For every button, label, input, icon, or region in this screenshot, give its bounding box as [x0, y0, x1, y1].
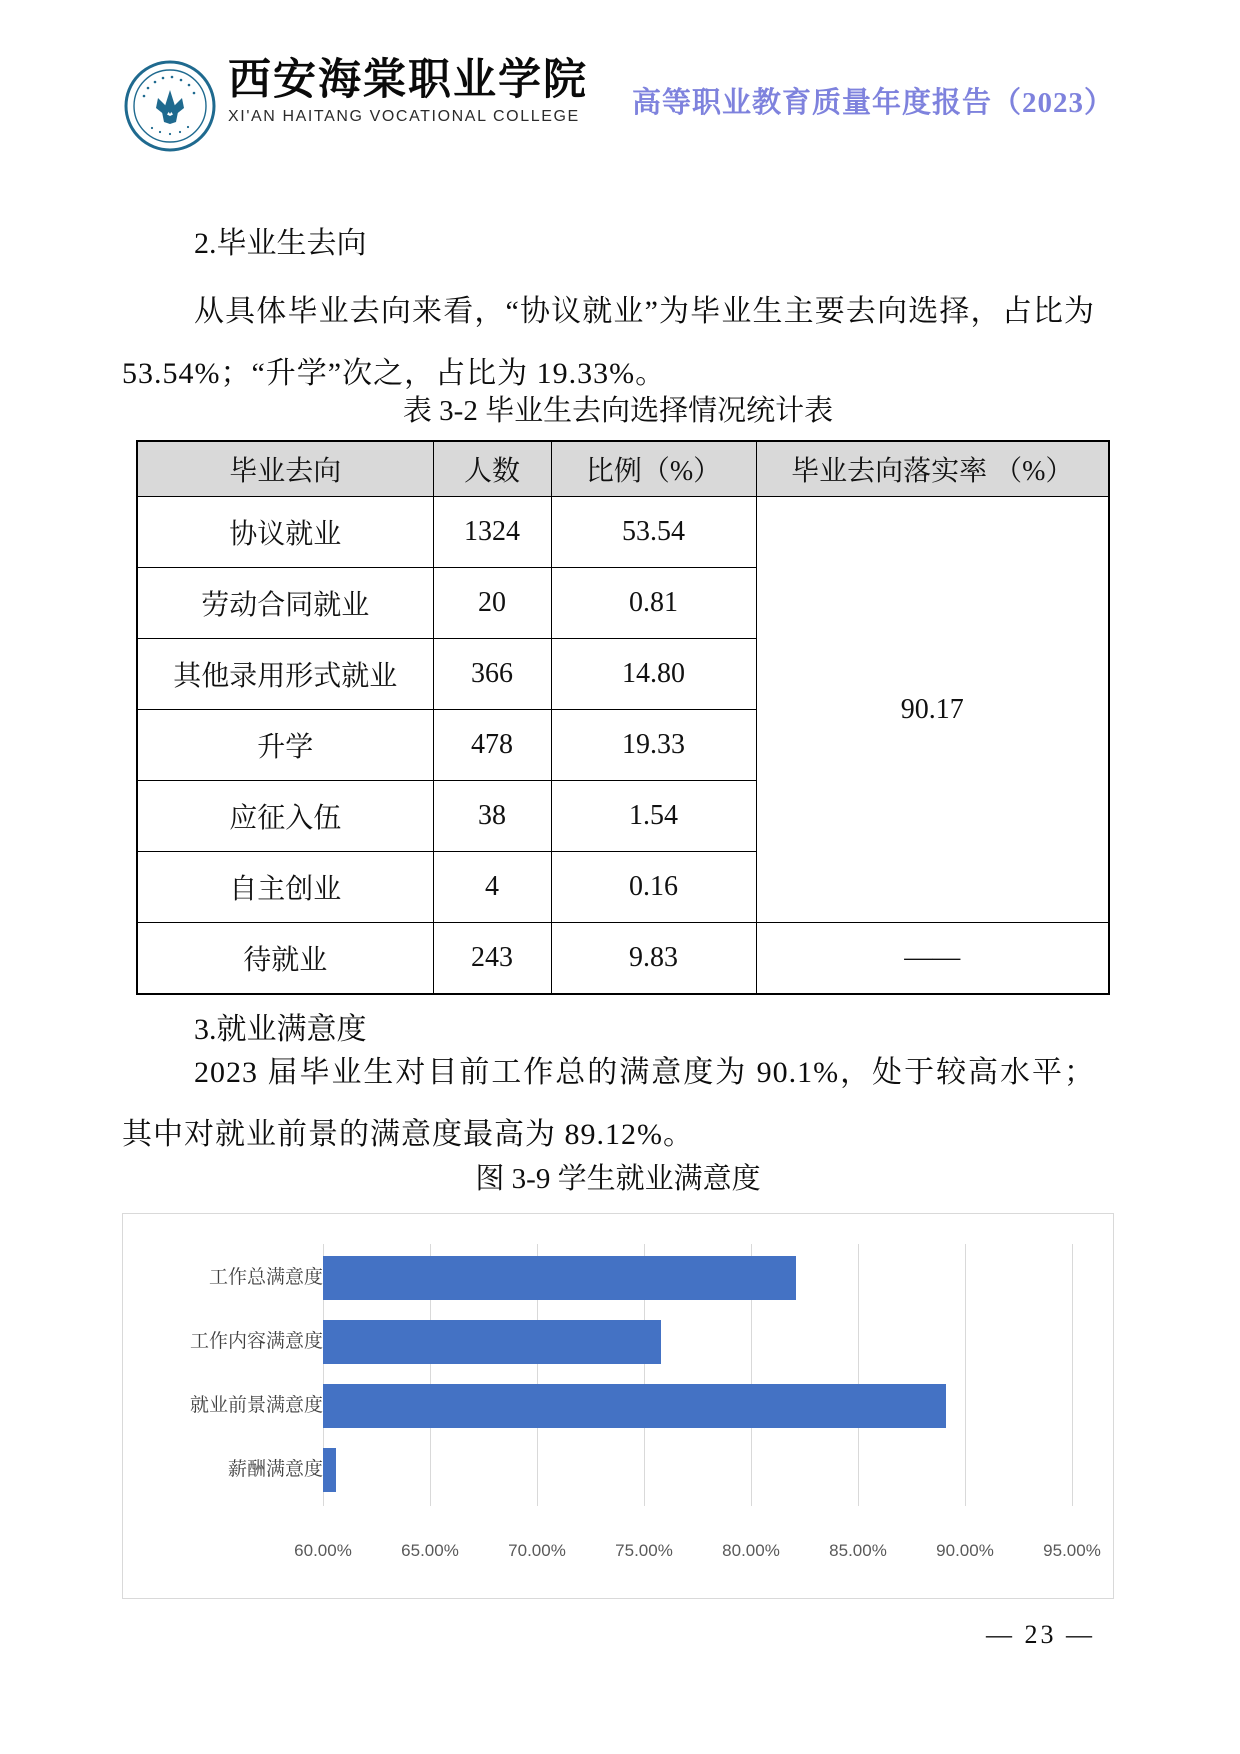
chart-bar: [323, 1320, 661, 1364]
x-axis-tick-label: 80.00%: [722, 1541, 780, 1560]
cell-ratio: 0.81: [551, 568, 756, 639]
table-caption: 表 3-2 毕业生去向选择情况统计表: [402, 395, 834, 427]
col-header-ratio: 比例（%）: [551, 441, 756, 497]
cell-destination: 协议就业: [137, 497, 433, 568]
section-heading-destination: 2.毕业生去向: [194, 227, 367, 260]
college-logo-icon: [122, 58, 218, 154]
cell-ratio: 14.80: [551, 639, 756, 710]
cell-destination: 升学: [137, 710, 433, 781]
report-title: 高等职业教育质量年度报告（2023）: [631, 87, 1114, 119]
chart-bar-row: [227, 1448, 1093, 1512]
x-axis-tick-label: 70.00%: [508, 1541, 566, 1560]
cell-count: 20: [433, 568, 551, 639]
chart-bar-row: [189, 1384, 1093, 1448]
col-header-destination: 毕业去向: [137, 441, 433, 497]
cell-destination: 应征入伍: [137, 781, 433, 852]
section-heading-satisfaction: 3.就业满意度: [194, 1013, 367, 1046]
cell-count: 243: [433, 923, 551, 995]
x-axis-tick-label: 90.00%: [936, 1541, 994, 1560]
destination-table: [136, 440, 1110, 995]
chart-bar-row: [189, 1320, 1093, 1384]
college-name-zh: 西安海棠职业学院: [228, 57, 588, 104]
cell-count: 4: [433, 852, 551, 923]
chart-category-label: 薪酬满意度: [227, 1459, 323, 1480]
cell-ratio: 9.83: [551, 923, 756, 995]
destination-table-wrap: [136, 440, 1110, 995]
cell-destination: 劳动合同就业: [137, 568, 433, 639]
cell-implementation-rate: 90.17: [756, 497, 1109, 923]
cell-count: 366: [433, 639, 551, 710]
table-row: [137, 497, 1109, 568]
cell-destination: 自主创业: [137, 852, 433, 923]
x-axis-tick-label: 60.00%: [294, 1541, 352, 1560]
table-header-row: [137, 441, 1109, 497]
x-axis-tick-label: 65.00%: [401, 1541, 459, 1560]
chart-bar-row: [208, 1256, 1093, 1320]
chart-bar: [323, 1256, 796, 1300]
cell-count: 1324: [433, 497, 551, 568]
satisfaction-bar-chart: [122, 1213, 1114, 1599]
chart-category-label: 就业前景满意度: [189, 1395, 323, 1416]
chart-bar: [323, 1448, 336, 1492]
paragraph-destination: 从具体毕业去向来看，“协议就业”为毕业生主要去向选择，占比为 53.54%；“升学”次之，占比为 19.33%。: [122, 295, 1095, 390]
figure-caption: 图 3-9 学生就业满意度: [475, 1163, 761, 1195]
col-header-count: 人数: [433, 441, 551, 497]
chart-category-label: 工作总满意度: [208, 1267, 323, 1288]
page-number: — 23 —: [986, 1620, 1095, 1649]
cell-ratio: 19.33: [551, 710, 756, 781]
college-name-block: [228, 56, 588, 126]
chart-category-label: 工作内容满意度: [189, 1331, 323, 1352]
paragraph-satisfaction: 2023 届毕业生对目前工作总的满意度为 90.1%，处于较高水平；其中对就业前景的满意度最高为 89.12%。: [122, 1056, 1095, 1151]
college-name-en: XI'AN HAITANG VOCATIONAL COLLEGE: [228, 108, 580, 126]
table-row: [137, 923, 1109, 995]
cell-implementation-rate-pending: ——: [756, 923, 1109, 995]
chart-plot: [189, 1244, 1101, 1560]
cell-ratio: 0.16: [551, 852, 756, 923]
x-axis-tick-label: 75.00%: [615, 1541, 673, 1560]
x-axis-tick-label: 95.00%: [1043, 1541, 1101, 1560]
cell-ratio: 53.54: [551, 497, 756, 568]
cell-count: 38: [433, 781, 551, 852]
page-header: [122, 56, 1114, 160]
chart-bar: [323, 1384, 946, 1428]
cell-ratio: 1.54: [551, 781, 756, 852]
x-axis-tick-label: 85.00%: [829, 1541, 887, 1560]
col-header-rate: 毕业去向落实率 （%）: [756, 441, 1109, 497]
cell-count: 478: [433, 710, 551, 781]
cell-destination: 其他录用形式就业: [137, 639, 433, 710]
cell-destination: 待就业: [137, 923, 433, 995]
